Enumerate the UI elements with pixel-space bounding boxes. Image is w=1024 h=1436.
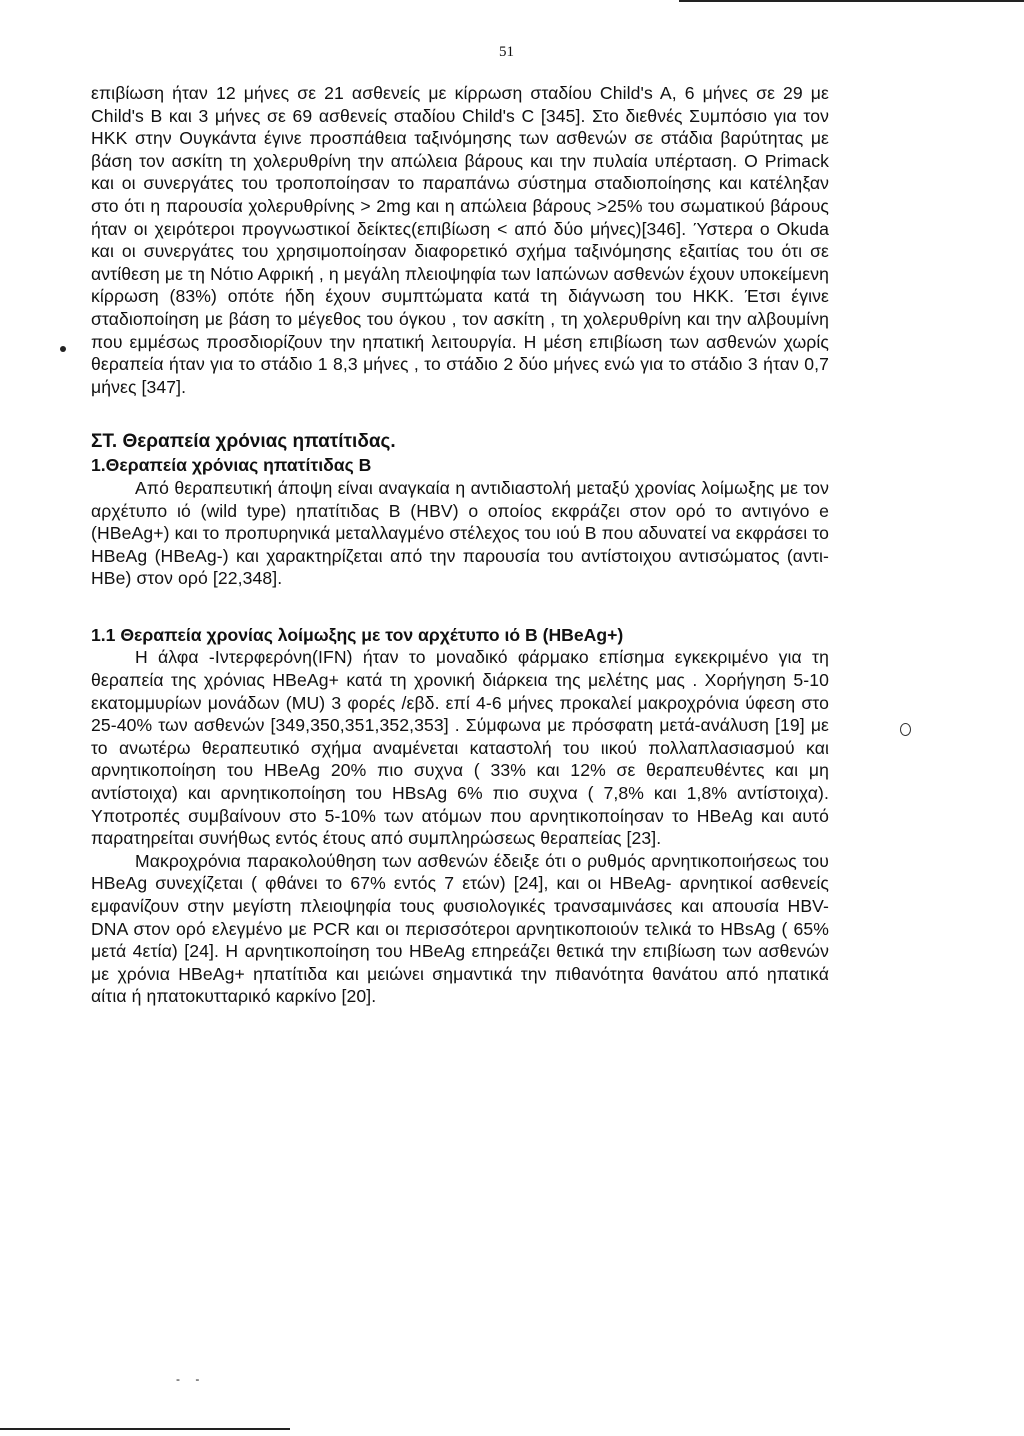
subsubsection-heading: 1.1 Θεραπεία χρονίας λοίμωξης με τον αρχέτυπο ιό Β (HBeAg+) bbox=[91, 624, 624, 645]
top-rule bbox=[679, 0, 1024, 2]
bottom-rule bbox=[0, 1428, 290, 1430]
paragraph-staging: επιβίωση ήταν 12 μήνες σε 21 ασθενείς με κίρρωση σταδίου Child's A, 6 μήνες σε 29 με Child's B και 3 μήνες σε 69 ασθενείς σταδίου Child's C [345]. Στο διεθνές Συμπόσιο για τον ΗΚΚ στην Ουγκάντα έγινε προσπάθεια ταξινόμησης των ασθενών σε στάδια βαρύτητας με βάση τον ασκίτη τη χολερυθρίνη την απώλεια βάρους και την πυλαία υπέρταση. Ο Primack και οι συνεργάτες του τροποποίησαν το παραπάνω σύστημα σταδιοποίησης και κατέληξαν στο ότι η παρουσία χολερυθρίνης > 2mg και η απώλεια βάρους >25% του σωματικού βάρους ήταν οι χειρότεροι προγνωστικοί δείκτες(επιβίωση < από δύο μήνες)[346]. Ύστερα ο Okuda και οι συνεργάτες του χρησιμοποίησαν διαφορετικό σχήμα ταξινόμησης εξαιτίας του ότι σε αντίθεση με τη Νότιο Αφρική , η μεγάλη πλειοψηφία των Ιαπώνων ασθενών έχουν υποκείμενη κίρρωση (83%) οπότε ήδη έχουν συμπτώματα κατά τη διάγνωση του ΗΚΚ. Έτσι έγινε σταδιοποίηση με βάση το μέγεθος του όγκου , τον ασκίτη , τη χολερυθρίνη και την αλβουμίνη που εμμέσως προσδιορίζουν την ηπατική λειτουργία. Η μέση επιβίωση των ασθενών χωρίς θεραπεία ήταν για το στάδιο 1 8,3 μήνες , το στάδιο 2 δύο μήνες ενώ για το στάδιο 3 ήταν 0,7 μήνες [347]. bbox=[91, 83, 829, 397]
paragraph-interferon: Η άλφα -Ιντερφερόνη(IFN) ήταν το μοναδικό φάρμακο επίσημα εγκεκριμένο για τη θεραπεία της χρόνιας HBeAg+ κατά τη χρονική διάρκεια της μελέτης μας . Χορήγηση 5-10 εκατομμυρίων μονάδων (MU) 3 φορές /εβδ. επί 4-6 μήνες προκαλεί μακροχρόνια ύφεση στο 25-40% των ασθενών [349,350,351,352,353] . Σύμφωνα με πρόσφατη μετά-ανάλυση [19] με το ανωτέρω θεραπευτικό σχήμα αναμένεται καταστολή του ιικού πολλαπλασιασμού και αρνητικοποίηση του HBeAg 20% πιο συχνα ( 33% και 12% σε θεραπευθέντες και μη αντίστοιχα) και αρνητικοποίηση του HBsAg 6% πιο συχνα ( 7,8% και 1,8% αντίστοιχα). Υποτροπές συμβαίνουν στο 5-10% των ατόμων που αρνητικοποίησαν το HBeAg και αυτό παρατηρείται συνήθως εντός έτους από συμπληρώσεως θεραπείας [23]. bbox=[91, 647, 829, 849]
page-number: 51 bbox=[499, 44, 514, 60]
margin-dash-mark: - - bbox=[176, 1372, 206, 1386]
paragraph-follow-up: Μακροχρόνια παρακολούθηση των ασθενών έδειξε ότι ο ρυθμός αρνητικοποιήσεως του HBeAg συνεχίζεται ( φθάνει το 67% εντός 7 ετών) [24], και οι HBeAg- αρνητικοί ασθενείς εμφανίζουν στην μεγίστη πλειοψηφία τους φυσιολογικές τρανσαμινάσες και απουσία HBV-DNA στον ορό ελεγμένο με PCR και οι περισσότεροι αρνητικοποιούν τελικά το HBsAg ( 65% μετά 4ετία) [24]. Η αρνητικοποίηση του HBeAg επηρεάζει θετικά την επιβίωση των ασθενών με χρόνια HBeAg+ ηπατίτιδα και μειώνει σημαντικά την πιθανότητα θανάτου από ηπατικά αίτια ή ηπατοκυτταρικό καρκίνο [20]. bbox=[91, 850, 829, 1007]
margin-circle-mark bbox=[900, 723, 911, 736]
document-body bbox=[91, 82, 829, 1008]
paragraph-therapy-intro: Από θεραπευτική άποψη είναι αναγκαία η αντιδιαστολή μεταξύ χρονίας λοίμωξης με τον αρχέτυπο ιό (wild type) ηπατίτιδας Β (HBV) ο οποίος εκφράζει στον ορό το αντιγόνο e (HBeAg+) και το προπυρηνικά μεταλλαγμένο στέλεχος του ιού Β που αδυνατεί να εκφράσει το HBeAg (HBeAg-) και χαρακτηρίζεται από την παρουσία του αντίστοιχου αντισώματος (αντι-HBe) στον ορό [22,348]. bbox=[91, 477, 829, 589]
margin-dot-mark bbox=[60, 346, 66, 352]
subsection-heading: 1.Θεραπεία χρόνιας ηπατίτιδας Β bbox=[91, 455, 372, 476]
section-heading: ΣΤ. Θεραπεία χρόνιας ηπατίτιδας. bbox=[91, 431, 396, 453]
